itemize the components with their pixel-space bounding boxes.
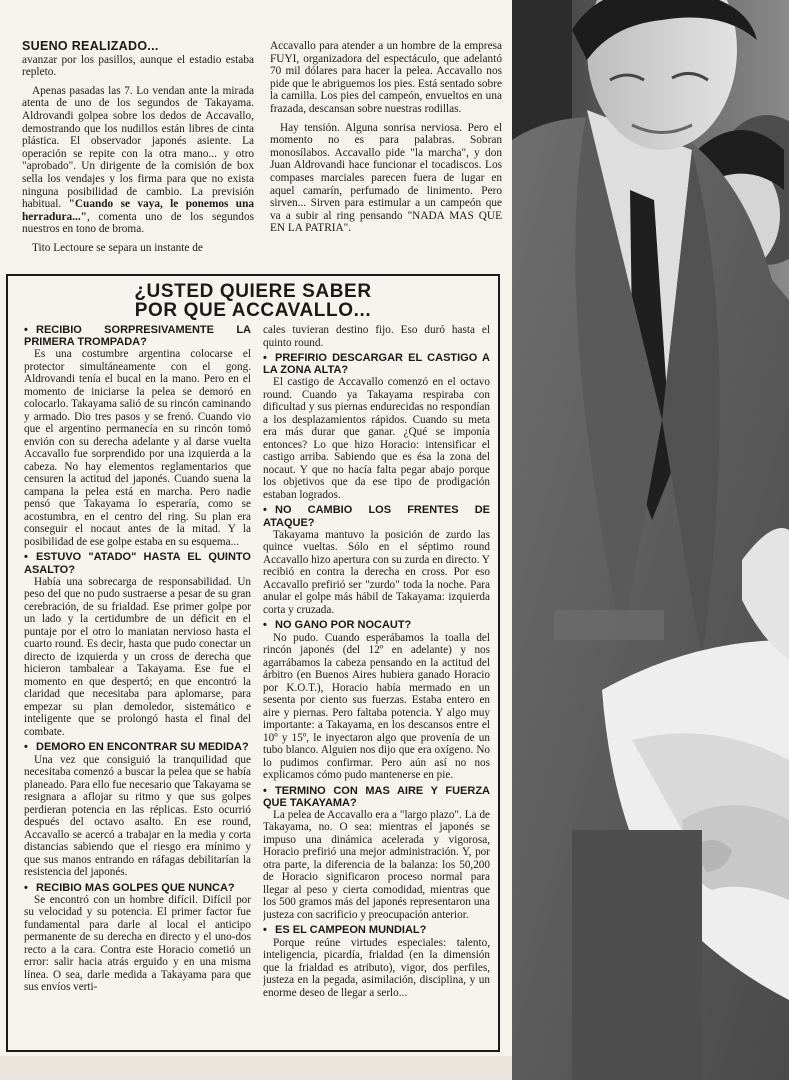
bullet-icon: • <box>263 924 267 937</box>
question-text: DEMORO EN ENCONTRAR SU MEDIDA? <box>36 741 249 754</box>
question-heading <box>24 551 251 575</box>
intro-paragraph-text: , comenta uno de los segundos nuestros en tono de broma. <box>22 210 254 236</box>
page-bottom-margin <box>0 1056 512 1080</box>
answer-paragraph: Takayama mantuvo la posición de zurdo las quince vueltas. Sólo en el séptimo round Accavallo hizo apertura con su zurda en directo. Y recibió en contra la derecha en cross. Por eso Accavallo prefirió ser "zurdo" toda la noche. Para anular el golpe más hábil de Takayama: izquierda corta y cruzada. <box>263 528 490 616</box>
intro-paragraph: Accavallo para atender a un hombre de la empresa FUYI, organizadora del espectáculo, que adelantó 70 mil dólares para hacer la pelea. Accavallo nos pide que le abriguemos los pies. Está sentado sobre la camilla. Los pies del campeón, envueltos en una frazada, descansan sobre nuestras rodillas. <box>270 40 502 115</box>
intro-paragraph: Hay tensión. Alguna sonrisa nerviosa. Pero el momento no es para palabras. Sobran monosílabos. Accavallo pide "la marcha", y don Juan Aldrovandi hace funcionar el tocadiscos. Los compases marciales parecen fuera de lugar en aquel camarín, perfumado de linimento. Pero sirven... Sirven para estimular a un campeón que va a subir al ring pensando "NADA MAS QUE EN LA PATRIA". <box>270 121 502 235</box>
answer-paragraph: Había una sobrecarga de responsabilidad. Un peso del que no pudo sustraerse a pesar de su gran cerebración, de su frialdad. Ese primer golpe por un lado y la certidumbre de un déficit en el puntaje por el otro lo maniatan nervioso hasta el cuarto round. Es decir, hasta que pudo conectar un directo de izquierda y un cross de derecha que hicieron tambalear a Takayama. Ese fue el momento en que despertó; en que encontró la claridad que necesitaba para aplomarse, para empezar su plan demoledor, sistemático e inteligente que se prolongó hasta el final del combate. <box>24 575 251 738</box>
question-heading <box>263 504 490 528</box>
answer-paragraph: El castigo de Accavallo comenzó en el octavo round. Cuando ya Takayama respiraba con dificultad y sus piernas endurecidas no respondían a los desplazamientos rápidos. Cuando su meta era más durar que ganar. ¿Qué se imponía entonces? Lo que hizo Horacio: intensificar el castigo arriba. Sabiendo que es ésa la zona del nocaut. Y que no hacía falta pegar abajo porque los objetivos que da ese tipo de prodigación estaban logrados. <box>263 376 490 501</box>
answer-paragraph: Es una costumbre argentina colocarse el protector simultáneamente con el gong. Aldrovandi tenía el bucal en la mano. Pero en el momento de iniciarse la pelea se demoró en colocarlo. Takayama salió de su rincón caminando y armado. Dio tres pasos y se frenó. Cuando vio que el argentino permanecía en su rincón tomó envión con su derecha adelante y al darse vuelta Accavallo fue sorprendido por una izquierda a la cabeza. No hay elementos reglamentarios que censuren la actitud del japonés. Cuando suena la campana la pelea está en marcha. Pero nadie pensó que Takayama lo esperaría, como se acostumbra, en el centro del ring. Su plan era conseguir el nocaut antes de la mitad. Y la posibilidad de ese golpe estaba en su esquema... <box>24 348 251 548</box>
intro-paragraph <box>22 85 254 236</box>
question-heading <box>263 619 490 631</box>
sidebar-box <box>6 274 500 1052</box>
answer-paragraph: Porque reúne virtudes especiales: talento, inteligencia, picardía, frialdad (en la dimensión que la frialdad es atributo), vigor, dos perfiles, justeza en la pegada, asimilación, disciplina, y un enorme deseo de llegar a serlo... <box>263 936 490 999</box>
question-text: RECIBIO MAS GOLPES QUE NUNCA? <box>36 881 235 894</box>
box-title <box>8 282 498 320</box>
answer-paragraph: cales tuvieran destino fijo. Eso duró hasta el quinto round. <box>263 324 490 349</box>
intro-paragraph: Tito Lectoure se separa un instante de <box>32 241 203 254</box>
answer-paragraph: No pudo. Cuando esperábamos la toalla del rincón japonés (del 12º en adelante) y nos agarrábamos la cabeza pensando en la actitud del árbitro (en Buenos Aires hubiera ganado Horacio por K.O.T.), Horacio había mermado en un sesenta por ciento sus fuerzas. Estaba entero en aire y piernas. Pero faltaba potencia. Y algo muy importante: a Takayama, en los descansos entre el 10º y 15º, le inyectaron algo que provenía de un tubo blanco. Alguien nos dijo que era oxígeno. No lo pudimos confirmar. Pero aún así no nos explicamos cómo pudo mantenerse en pie. <box>263 631 490 782</box>
bullet-icon: • <box>24 324 28 336</box>
intro-column-1 <box>22 40 254 268</box>
bullet-icon: • <box>263 352 267 364</box>
question-heading <box>263 924 490 936</box>
question-heading <box>24 882 251 894</box>
question-heading <box>24 741 251 753</box>
box-column-2 <box>263 324 490 1046</box>
answer-paragraph: La pelea de Accavallo era a "largo plazo". La de Takayama, no. O sea: mientras el japonés se impuso una dinámica acelerada y vigorosa, Horacio prefirió una mejor administración. Y, por otra parte, la diferencia de la balanza: los 50,200 de Horacio significaron proceso normal para llegar al peso y cierta comodidad, mientras que los 500 gramos más del japonés representaron una justeza con sacrificio y preocupación anterior. <box>263 808 490 921</box>
question-text: PREFIRIO DESCARGAR EL CASTIGO A LA ZONA ALTA? <box>263 352 490 377</box>
question-text: ES EL CAMPEON MUNDIAL? <box>275 924 427 937</box>
bullet-icon: • <box>24 551 28 564</box>
box-column-1 <box>24 324 251 1046</box>
box-title-line-2: POR QUE ACCAVALLO... <box>134 300 372 321</box>
bullet-icon: • <box>263 504 267 517</box>
answer-paragraph: Una vez que consiguió la tranquilidad que necesitaba comenzó a buscar la pelea que se había planeado. Para ello fue necesario que Takayama se resignara a aflojar su ritmo y que sus golpes perdieran potencia en las réplicas. Esto ocurrió después del octavo asalto. En ese round, Accavallo se acercó a trabajar en la media y corta distancias sabiendo que el riesgo era mínimo y que sus manos entrando en ráfagas debilitarían la resistencia del japonés. <box>24 753 251 879</box>
question-text: NO CAMBIO LOS FRENTES DE ATAQUE? <box>263 504 490 529</box>
answer-paragraph: Se encontró con un hombre difícil. Difícil por su velocidad y su potencia. El primer factor fue fundamental para darle al local el anticipo permanente de su derecha en directo y el uno-dos recto a la cara. Contra este Horacio cometió un error: salir hacia atrás erguido y en una misma línea. O sea, darle medida a Takayama para que sus envíos verti- <box>24 893 251 994</box>
question-heading <box>24 324 251 348</box>
question-heading <box>263 352 490 376</box>
box-title-line-1: ¿USTED QUIERE SABER <box>134 281 372 302</box>
bullet-icon: • <box>263 784 267 797</box>
question-text: TERMINO CON MAS AIRE Y FUERZA QUE TAKAYAMA? <box>263 784 490 809</box>
photo-illustration <box>512 0 789 1080</box>
intro-article <box>22 40 502 268</box>
bullet-icon: • <box>24 741 28 754</box>
intro-quote: "Cuando se vaya, le ponemos una herradura..." <box>22 198 254 223</box>
photo-boxers <box>512 0 789 1080</box>
bullet-icon: • <box>263 619 267 632</box>
intro-column-2 <box>270 40 502 268</box>
question-text: NO GANO POR NOCAUT? <box>275 619 412 632</box>
intro-paragraph-text: Apenas pasadas las 7. Lo vendan ante la mirada atenta de uno de los segundos de Takayama. Aldrovandi golpea sobre los dedos de Accavallo, demostrando que los nudillos están libres de cinta plástica. El observador japonés asiente. La operación se repite con la otra mano... y otro "aprobado". Un dirigente de la comisión de box sella los vendajes y los firma para que no exista ninguna posibilidad de cambio. La previsión habitual. <box>22 84 254 211</box>
section-title: SUEÑO REALIZADO... <box>22 40 159 53</box>
question-heading <box>263 785 490 809</box>
bullet-icon: • <box>24 881 28 894</box>
box-columns <box>24 324 490 1046</box>
question-text: RECIBIO SORPRESIVAMENTE LA PRIMERA TROMPADA? <box>24 324 251 349</box>
intro-paragraph: avanzar por los pasillos, aunque el estadio estaba repleto. <box>22 53 254 79</box>
question-text: ESTUVO "ATADO" HASTA EL QUINTO ASALTO? <box>24 551 251 576</box>
